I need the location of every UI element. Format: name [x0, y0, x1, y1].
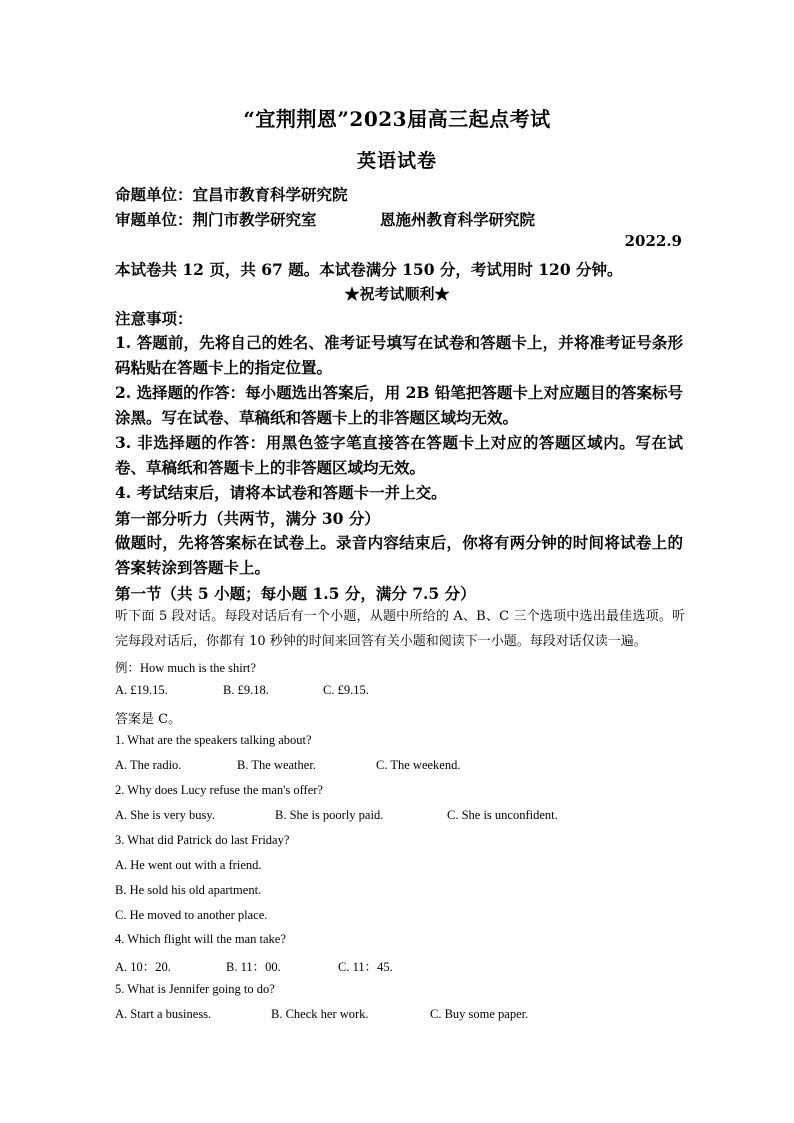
- note-item-4: 4. 考试结束后，请将本试卷和答题卡一并上交。: [115, 483, 447, 502]
- note-item-1: 1. 答题前，先将自己的姓名、准考证号填写在试卷和答题卡上，并将准考证号条形码粘贴在答题卡上的指定位置。: [115, 333, 683, 377]
- unit-reviewer-1: 审题单位：荆门市教学研究室: [115, 210, 317, 229]
- note-item-2: 2. 选择题的作答：每小题选出答案后，用 2B 铅笔把答题卡上对应题目的答案标号涂黑。写在试卷、草稿纸和答题卡上的非答题区域均无效。: [115, 383, 683, 427]
- q1-option-b: B. The weather.: [237, 758, 316, 772]
- question-3: 3. What did Patrick do last Friday?: [115, 833, 290, 847]
- page-title: “宜荆荆恩”2023届高三起点考试: [243, 107, 551, 131]
- unit-reviewer-2: 恩施州教育科学研究院: [380, 210, 536, 229]
- exam-summary: 本试卷共 12 页，共 67 题。本试卷满分 150 分，考试用时 120 分钟。: [115, 260, 623, 279]
- question-4: 4. Which flight will the man take?: [115, 932, 286, 946]
- question-2-options: [115, 808, 558, 823]
- q1-option-c: C. The weekend.: [376, 758, 461, 772]
- example-option-c: C. £9.15.: [323, 683, 369, 697]
- page-subtitle: 英语试卷: [356, 150, 437, 172]
- section1-heading: 第一节（共 5 小题；每小题 1.5 分，满分 7.5 分）: [115, 584, 476, 603]
- example-answer: 答案是 C。: [115, 712, 182, 727]
- note-item-3: 3. 非选择题的作答：用黑色签字笔直接答在答题卡上对应的答题区域内。写在试卷、草稿纸和答题卡上的非答题区域均无效。: [115, 433, 683, 477]
- question-5: 5. What is Jennifer going to do?: [115, 982, 275, 996]
- q5-option-b: B. Check her work.: [271, 1007, 369, 1021]
- question-5-options: [115, 1007, 528, 1022]
- q4-option-a: A. 10：20.: [115, 960, 171, 974]
- q4-option-c: C. 11：45.: [338, 960, 393, 974]
- example-options: [115, 683, 369, 698]
- exam-date: 2022.9: [624, 232, 682, 250]
- q2-option-a: A. She is very busy.: [115, 808, 215, 822]
- q3-option-b: B. He sold his old apartment.: [115, 883, 262, 897]
- notes-heading: 注意事项：: [115, 309, 193, 328]
- q5-option-a: A. Start a business.: [115, 1007, 212, 1021]
- example-option-a: A. £19.15.: [115, 683, 168, 697]
- example-question: 例：How much is the shirt?: [115, 661, 256, 675]
- q5-option-c: C. Buy some paper.: [430, 1007, 529, 1021]
- q4-option-b: B. 11：00.: [226, 960, 281, 974]
- question-4-options: [115, 957, 393, 975]
- q1-option-a: A. The radio.: [115, 758, 182, 772]
- q3-option-c: C. He moved to another place.: [115, 908, 268, 922]
- example-option-b: B. £9.18.: [223, 683, 269, 697]
- question-2: 2. Why does Lucy refuse the man's offer?: [115, 783, 323, 797]
- part1-instruction: 做题时，先将答案标在试卷上。录音内容结束后，你将有两分钟的时间将试卷上的答案转涂到答题卡上。: [115, 533, 683, 577]
- q2-option-b: B. She is poorly paid.: [275, 808, 384, 822]
- q2-option-c: C. She is unconfident.: [447, 808, 558, 822]
- q3-option-a: A. He went out with a friend.: [115, 858, 262, 872]
- unit-proposer: 命题单位：宜昌市教育科学研究院: [115, 185, 348, 204]
- question-1-options: [115, 758, 460, 773]
- question-1: 1. What are the speakers talking about?: [115, 733, 312, 747]
- exam-wish: ★祝考试顺利★: [344, 285, 450, 303]
- section1-instruction: 听下面 5 段对话。每段对话后有一个小题，从题中所给的 A、B、C 三个选项中选出最佳选项。听完每段对话后，你都有 10 秒钟的时间来回答有关小题和阅读下一小题。每段对话仅读一遍。: [115, 609, 685, 649]
- part1-heading: 第一部分听力（共两节，满分 30 分）: [115, 509, 380, 528]
